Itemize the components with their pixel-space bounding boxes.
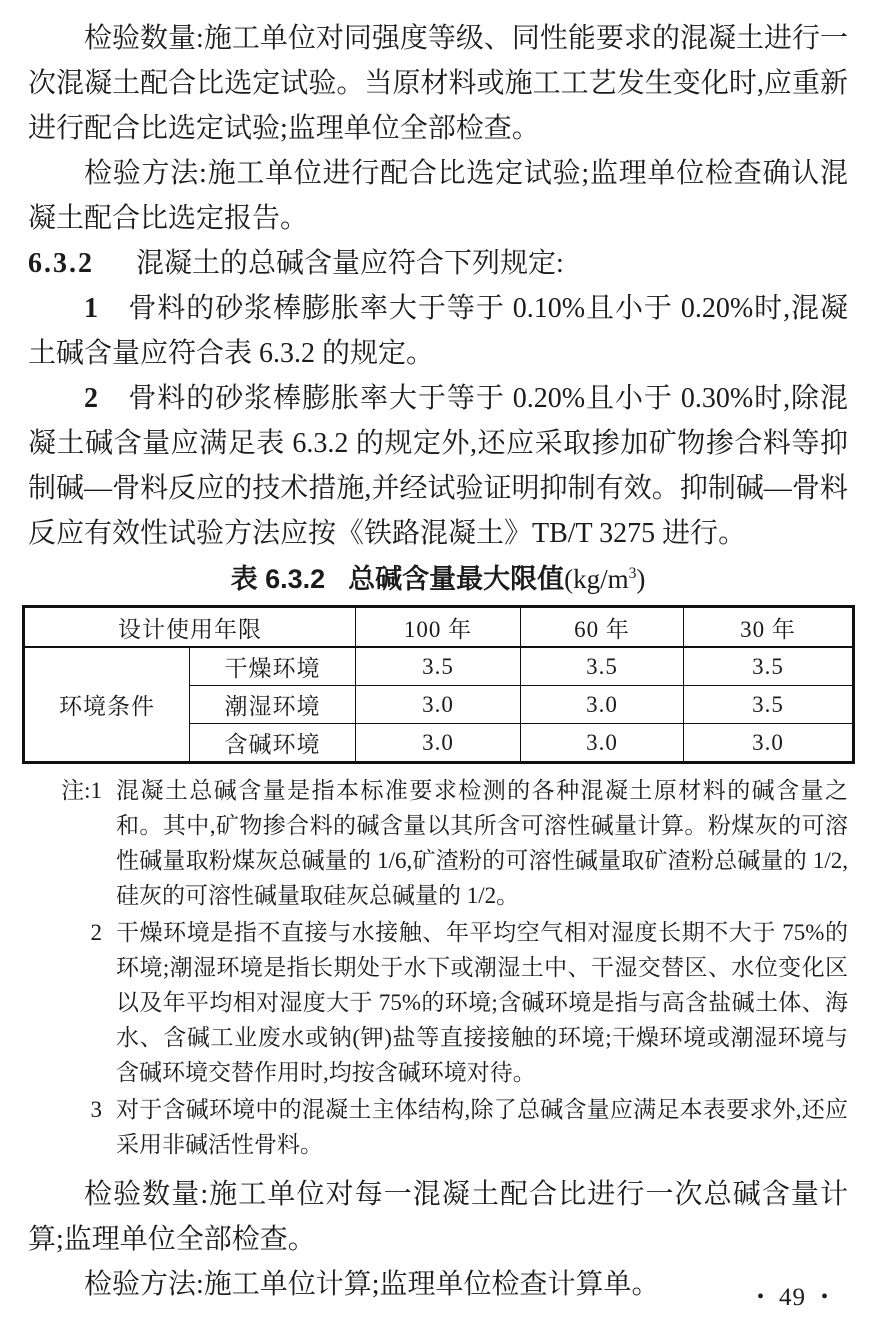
paragraph-inspection-method: 检验方法:施工单位进行配合比选定试验;监理单位检查确认混凝土配合比选定报告。 — [28, 158, 848, 234]
table-cell-dry-60: 3.5 — [521, 647, 684, 686]
clause-item-1 — [28, 286, 848, 376]
table-notes — [59, 773, 848, 1162]
clause-item-2 — [28, 376, 848, 556]
table-row-dry — [24, 647, 854, 686]
note-1-label: 注:1 — [61, 778, 102, 803]
alkali-content-limit-table — [22, 605, 855, 764]
page-number-right-dot: • — [820, 1286, 828, 1308]
page-number-value: 49 — [778, 1284, 806, 1311]
note-3 — [59, 1092, 848, 1162]
paragraph-closing-quantity: 检验数量:施工单位对每一混凝土配合比进行一次总碱含量计算;监理单位全部检查。 — [28, 1179, 848, 1255]
paragraph-inspection-quantity: 检验数量:施工单位对同强度等级、同性能要求的混凝土进行一次混凝土配合比选定试验。当原材料或施工工艺发生变化时,应重新进行配合比选定试验;监理单位全部检查。 — [28, 23, 848, 144]
table-row-label-dry: 干燥环境 — [190, 647, 356, 686]
table-cell-humid-30: 3.5 — [684, 686, 854, 724]
note-1 — [59, 773, 848, 913]
table-cell-dry-30: 3.5 — [684, 647, 854, 686]
page-number — [757, 1284, 828, 1312]
note-2 — [59, 915, 848, 1090]
item-1-number: 1 — [84, 293, 98, 324]
item-2-text: 骨料的砂浆棒膨胀率大于等于 0.20%且小于 0.30%时,除混凝土碱含量应满足表 6.3.2 的规定外,还应采取掺加矿物掺合料等抑制碱—骨料反应的技术措施,并经试验证明抑制有效。抑制碱—骨料反应有效性试验方法应按《铁路混凝土》TB/T 3275 进行。 — [28, 383, 848, 549]
table-caption-unit-close: ) — [636, 564, 646, 594]
table-caption — [28, 556, 848, 597]
table-cell-alkaline-100: 3.0 — [356, 724, 521, 763]
item-1-text: 骨料的砂浆棒膨胀率大于等于 0.10%且小于 0.20%时,混凝土碱含量应符合表 6.3.2 的规定。 — [28, 293, 848, 369]
clause-6-3-2 — [28, 241, 848, 286]
table-caption-title: 总碱含量最大限值 — [348, 564, 565, 594]
table-caption-unit — [564, 564, 645, 594]
table-header-row — [24, 607, 854, 648]
table-caption-label: 表 6.3.2 — [230, 564, 326, 594]
table-cell-humid-60: 3.0 — [521, 686, 684, 724]
paragraph-closing-method: 检验方法:施工单位计算;监理单位检查计算单。 — [84, 1269, 660, 1300]
note-3-label: 3 — [90, 1097, 102, 1122]
table-header-design-life: 设计使用年限 — [24, 607, 356, 648]
note-2-label: 2 — [90, 920, 102, 945]
table-caption-unit-open: (kg/m — [564, 564, 629, 594]
clause-text: 混凝土的总碱含量应符合下列规定: — [136, 248, 564, 279]
table-row-label-alkaline: 含碱环境 — [190, 724, 356, 763]
table-row-label-humid: 潮湿环境 — [190, 686, 356, 724]
note-1-text: 混凝土总碱含量是指本标准要求检测的各种混凝土原材料的碱含量之和。其中,矿物掺合料的碱含量以其所含可溶性碱量计算。粉煤灰的可溶性碱量取粉煤灰总碱量的 1/6,矿渣粉的可溶性碱量取矿渣粉总碱量的 1/2,硅灰的可溶性碱量取硅灰总碱量的 1/2。 — [116, 778, 848, 908]
table-cell-alkaline-60: 3.0 — [521, 724, 684, 763]
table-header-100yr: 100 年 — [356, 607, 521, 648]
note-2-text: 干燥环境是指不直接与水接触、年平均空气相对湿度长期不大于 75%的环境;潮湿环境是指长期处于水下或潮湿土中、干湿交替区、水位变化区以及年平均相对湿度大于 75%的环境;含碱环境是指与高含盐碱土体、海水、含碱工业废水或钠(钾)盐等直接接触的环境;干燥环境或潮湿环境与含碱环境交替作用时,均按含碱环境对待。 — [116, 920, 848, 1085]
table-cell-alkaline-30: 3.0 — [684, 724, 854, 763]
table-rowgroup-environment: 环境条件 — [24, 647, 190, 763]
item-2-number: 2 — [84, 383, 98, 414]
table-header-60yr: 60 年 — [521, 607, 684, 648]
note-3-text: 对于含碱环境中的混凝土主体结构,除了总碱含量应满足本表要求外,还应采用非碱活性骨料。 — [116, 1097, 848, 1157]
table-header-30yr: 30 年 — [684, 607, 854, 648]
clause-number: 6.3.2 — [28, 248, 94, 279]
table-caption-unit-sup: 3 — [628, 565, 637, 582]
table-cell-dry-100: 3.5 — [356, 647, 521, 686]
page-number-left-dot: • — [756, 1286, 764, 1308]
table-cell-humid-100: 3.0 — [356, 686, 521, 724]
